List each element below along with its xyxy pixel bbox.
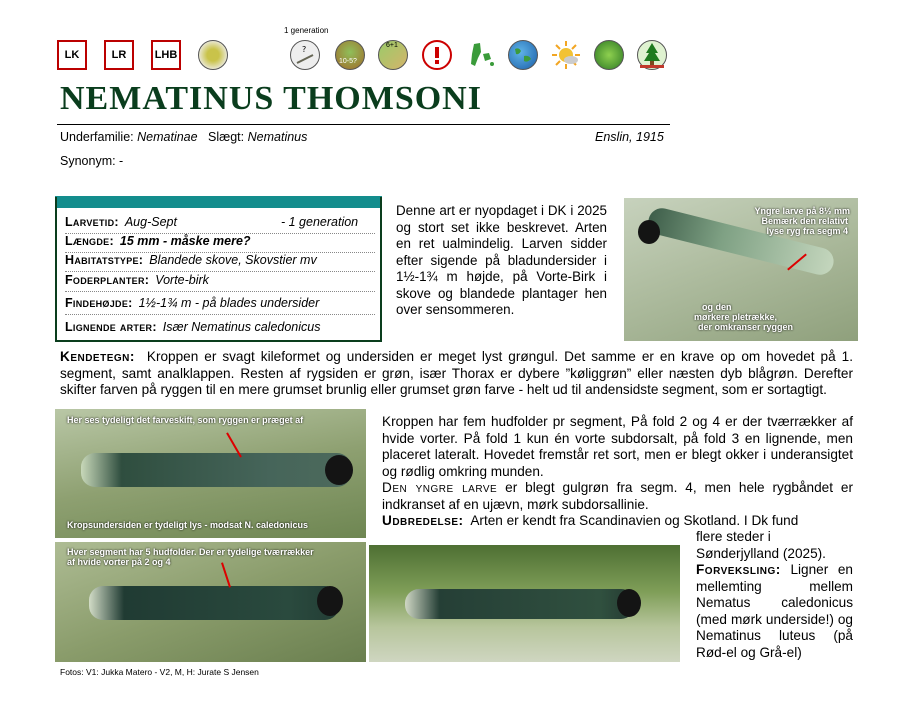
larva-head xyxy=(317,586,343,616)
caption-h-top: Yngre larve på 8½ mm xyxy=(754,206,850,216)
globe-icon[interactable] xyxy=(508,40,538,70)
caption-h-low2: mørkere pletrække, xyxy=(694,312,778,322)
larvetid-label: Larvetid: xyxy=(65,215,119,229)
hudfolder-paragraph: Kroppen har fem hudfolder pr segment, På fold 2 og 4 er der tværrækker af hvide vorter. På fold 1 kun én vorte subdorsalt, på fold 3 en lignende, men placeret lateralt. Hovedet fremstår ret sort, men er blegt okker i underansigtet og rødlig omkring munden. xyxy=(382,414,853,479)
genus-value: Nematinus xyxy=(247,130,308,144)
caption-h-low3: der omkranser ryggen xyxy=(698,322,794,332)
habitat-label: Habitatstype: xyxy=(65,253,144,267)
intro-paragraph: Denne art er nyopdaget i DK i 2025 og stort set ikke beskrevet. Arten en ret ualmindelig. Larven sidder efter sigende på bladundersider i 1½-1¾ m højde, på Vorte-Birk i skove og blandede plantager hen over sensommeren. xyxy=(396,203,607,317)
larva-question-icon[interactable] xyxy=(290,40,320,70)
photo-larva-folds xyxy=(55,542,366,662)
subfamily-line xyxy=(60,130,307,144)
lhb-logo-text: LHB xyxy=(154,49,178,61)
foderplanter-value: Vorte-birk xyxy=(155,273,209,287)
caption-h-bot: lyse ryg fra segm 4 xyxy=(766,226,848,236)
author-year: Enslin, 1915 xyxy=(595,130,664,144)
leaf-disc-icon[interactable] xyxy=(198,40,228,70)
yngre-text: er blegt gulgrøn fra segm. 4, men hele rygbåndet er indkranset af en ujævn, mørk subdorsallinie. xyxy=(382,480,854,512)
stage-icon[interactable] xyxy=(378,40,408,70)
larvetid-value: Aug-Sept xyxy=(124,215,177,229)
denmark-map-icon[interactable] xyxy=(466,40,496,70)
generation-value: - 1 generation xyxy=(281,215,359,229)
lhb-logo-icon[interactable] xyxy=(151,40,181,70)
lr-logo-icon[interactable] xyxy=(104,40,134,70)
subfamily-value: Nematinae xyxy=(137,130,198,144)
larva-shape xyxy=(89,586,339,620)
forveksling-text: Ligner en mellemting mellem Nematus caledonicus (med mørk underside!) og Nematinus luteus (på Rød-el og Grå-el) xyxy=(696,562,853,660)
species-infobox xyxy=(55,197,382,342)
caption-h-low1: og den xyxy=(702,302,732,312)
stage-label: 6+1 xyxy=(386,42,398,49)
conifer-tree-icon[interactable] xyxy=(637,40,667,70)
synonym-line: Synonym: - xyxy=(60,154,124,168)
photo-larva-side xyxy=(55,409,366,538)
kendetegn-paragraph xyxy=(60,349,853,399)
photo-larva-leaf xyxy=(369,545,680,662)
foderplanter-label: Foderplanter: xyxy=(65,273,150,287)
lignende-label: Lignende arter: xyxy=(65,320,157,334)
lk-logo-icon[interactable] xyxy=(57,40,87,70)
generation-label: 1 generation xyxy=(284,26,329,35)
genus-label: Slægt: xyxy=(208,130,245,144)
kendetegn-text: Kroppen er svagt kileformet og undersiden er meget lyst grøngul. Det samme er en krave op om hovedet på 1. segment, samt analklappen. Resten af rygsiden er grøn, især Thorax er dybere ”køliggrøn” eller næsten dyb blågrøn. Derefter skifter farven på ryggen til en mere grumset brunlig eller grumset grøn farve - helt ud til andensidste segment, som er sortagtigt. xyxy=(60,349,853,397)
size-icon[interactable] xyxy=(335,40,365,70)
subfamily-label: Underfamilie: xyxy=(60,130,134,144)
info-row-findehojde xyxy=(65,296,375,315)
findehojde-label: Findehøjde: xyxy=(65,296,133,310)
lk-logo-text: LK xyxy=(64,49,80,61)
photo-credit: Fotos: V1: Jukka Matero - V2, M, H: Jurate S Jensen xyxy=(60,667,259,677)
caption-v2-top1: Hver segment har 5 hudfolder. Der er tydelige tværrækker xyxy=(67,547,314,557)
caption-v2-top2: af hvide vorter på 2 og 4 xyxy=(67,557,171,567)
svg-text:?: ? xyxy=(302,45,307,54)
warning-icon[interactable] xyxy=(422,40,452,70)
caption-h-mid: Bemærk den relativt xyxy=(761,216,848,226)
udbredelse-continued: flere steder i Sønderjylland (2025). xyxy=(696,529,826,561)
larva-head xyxy=(617,589,641,617)
lr-logo-text: LR xyxy=(111,49,127,61)
info-row-larvetid xyxy=(65,215,375,234)
size-label: 10-5? xyxy=(339,58,357,65)
larva-head xyxy=(638,220,660,244)
laengde-value: 15 mm - måske mere? xyxy=(119,234,251,248)
larva-head xyxy=(325,455,353,485)
yngre-label: Den yngre larve xyxy=(382,480,498,495)
udbredelse-label: Udbredelse: xyxy=(382,513,464,528)
info-row-lignende xyxy=(65,320,375,338)
info-row-habitat xyxy=(65,253,375,272)
larva-shape xyxy=(405,589,635,619)
sun-icon[interactable] xyxy=(551,40,581,70)
larva-shape xyxy=(81,453,351,487)
kendetegn-label: Kendetegn: xyxy=(60,349,135,364)
photo-young-larva xyxy=(624,198,858,341)
info-row-foderplanter xyxy=(65,273,375,292)
forveksling-paragraph xyxy=(696,562,853,661)
yngre-paragraph xyxy=(382,480,853,513)
caption-v1-bottom: Kropsundersiden er tydeligt lys - modsat N. caledonicus xyxy=(67,520,309,530)
title-divider xyxy=(57,124,670,125)
habitat-value: Blandede skove, Skovstier mv xyxy=(149,253,317,267)
info-row-laengde xyxy=(65,234,375,253)
udbredelse-paragraph xyxy=(382,513,853,530)
udbredelse-text-a: Arten er kendt fra Scandinavien og Skotland. I Dk fund xyxy=(470,513,799,528)
caption-v1-top: Her ses tydeligt det farveskift, som ryggen er præget af xyxy=(67,415,304,425)
forveksling-label: Forveksling: xyxy=(696,562,781,577)
findehojde-value: 1½-1¾ m - på blades undersider xyxy=(138,296,320,310)
broadleaf-tree-icon[interactable] xyxy=(594,40,624,70)
lignende-value: Især Nematinus caledonicus xyxy=(162,320,321,334)
pointer-line xyxy=(221,562,231,587)
laengde-label: Længde: xyxy=(65,234,114,248)
page-title: NEMATINUS THOMSONI xyxy=(60,80,482,117)
